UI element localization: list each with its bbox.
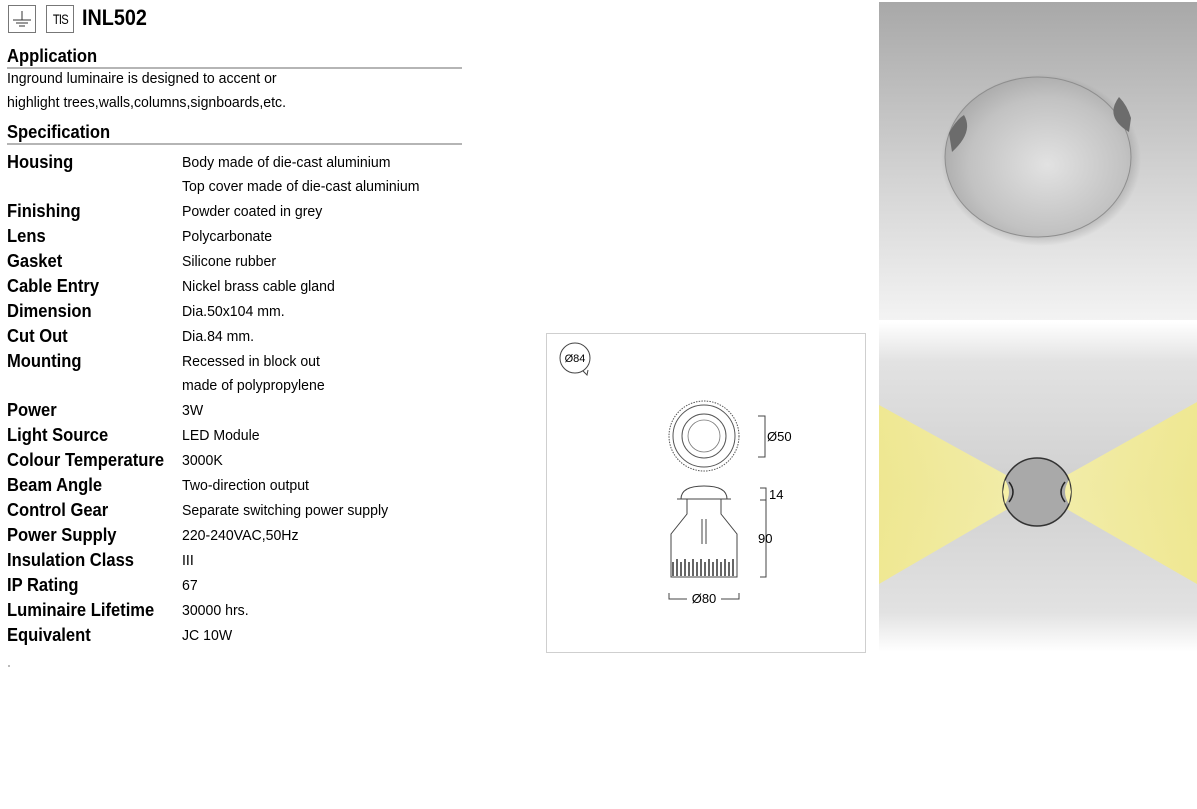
diameter-bottom-label: Ø80 xyxy=(691,591,717,606)
spec-row xyxy=(7,349,477,398)
cutout-symbol xyxy=(560,343,590,375)
spec-label: Gasket xyxy=(7,251,63,271)
spec-value-line: 30000 hrs. xyxy=(182,602,249,619)
application-heading: Application xyxy=(7,45,462,69)
spec-value-line: Polycarbonate xyxy=(182,228,273,245)
height-body-label: 90 xyxy=(758,531,773,546)
spec-value-line: Powder coated in grey xyxy=(182,203,323,220)
product-header xyxy=(8,5,154,33)
spec-row xyxy=(7,523,477,548)
spec-value xyxy=(182,498,401,523)
spec-label: Equivalent xyxy=(7,625,91,645)
ground-symbol-icon xyxy=(8,5,36,33)
spec-label: Colour Temperature xyxy=(7,450,165,470)
spec-value xyxy=(182,473,317,498)
spec-label: Cut Out xyxy=(7,326,68,346)
spec-value xyxy=(182,423,265,448)
spec-value xyxy=(182,199,331,224)
model-number: INL502 xyxy=(82,5,147,30)
spec-value xyxy=(182,573,199,598)
spec-label: Power Supply xyxy=(7,525,117,545)
product-photo xyxy=(879,2,1197,320)
spec-value-line: Dia.50x104 mm. xyxy=(182,303,285,320)
spec-row xyxy=(7,548,477,573)
spec-row xyxy=(7,249,477,274)
spec-value-line: III xyxy=(182,552,194,569)
spec-value xyxy=(182,249,282,274)
spec-value-line: 220-240VAC,50Hz xyxy=(182,527,299,544)
spec-label: Housing xyxy=(7,152,74,172)
spec-value-line: Nickel brass cable gland xyxy=(182,278,335,295)
application-text xyxy=(7,67,467,115)
beam-illustration xyxy=(879,322,1197,652)
spec-row xyxy=(7,573,477,598)
spec-label: Finishing xyxy=(7,201,81,221)
spec-value xyxy=(182,398,205,423)
spec-row xyxy=(7,199,477,224)
spec-label: Dimension xyxy=(7,301,92,321)
spec-value-line: Recessed in block out xyxy=(182,353,320,370)
spec-row xyxy=(7,623,477,648)
spec-row xyxy=(7,473,477,498)
spec-value-line: Silicone rubber xyxy=(182,253,277,270)
spec-value-line: JC 10W xyxy=(182,627,233,644)
application-line: highlight trees,walls,columns,signboards,etc. xyxy=(7,94,287,111)
spec-row xyxy=(7,299,477,324)
spec-label: Mounting xyxy=(7,351,82,371)
spec-row xyxy=(7,498,477,523)
top-view xyxy=(669,401,792,471)
spec-value-line: 3W xyxy=(182,402,204,419)
spec-value xyxy=(182,299,291,324)
spec-label: Power xyxy=(7,400,57,420)
spec-value xyxy=(182,150,435,199)
spec-value xyxy=(182,523,306,548)
specification-heading: Specification xyxy=(7,121,462,145)
spec-value-line: Two-direction output xyxy=(182,477,309,494)
spec-label: Light Source xyxy=(7,425,109,445)
spec-label: Cable Entry xyxy=(7,276,100,296)
spec-row xyxy=(7,150,477,199)
spec-value-line: made of polypropylene xyxy=(182,377,325,394)
tis-mark-text: TIS xyxy=(52,11,68,27)
spec-label: Beam Angle xyxy=(7,475,103,495)
spec-row xyxy=(7,224,477,249)
spec-value-line: 3000K xyxy=(182,452,223,469)
spec-value xyxy=(182,349,334,398)
spec-row xyxy=(7,398,477,423)
spec-label: IP Rating xyxy=(7,575,79,595)
spec-label: Luminaire Lifetime xyxy=(7,600,155,620)
specification-table xyxy=(7,150,477,648)
spec-value-line: Top cover made of die-cast aluminium xyxy=(182,178,420,195)
spec-value xyxy=(182,598,253,623)
spec-value xyxy=(182,448,225,473)
divider-mark xyxy=(8,665,10,667)
spec-row xyxy=(7,324,477,349)
cutout-label: Ø84 xyxy=(564,353,586,365)
spec-label: Insulation Class xyxy=(7,550,135,570)
spec-value-line: Body made of die-cast aluminium xyxy=(182,154,391,171)
tis-mark-icon xyxy=(46,5,74,33)
spec-value-line: 67 xyxy=(182,577,198,594)
spec-label: Control Gear xyxy=(7,500,109,520)
side-view xyxy=(669,486,783,606)
spec-value-line: Separate switching power supply xyxy=(182,502,389,519)
spec-row xyxy=(7,423,477,448)
spec-value xyxy=(182,224,278,249)
spec-row xyxy=(7,448,477,473)
spec-value xyxy=(182,623,235,648)
spec-label: Lens xyxy=(7,226,46,246)
spec-row xyxy=(7,598,477,623)
spec-row xyxy=(7,274,477,299)
height-cap-label: 14 xyxy=(769,487,784,502)
spec-value-line: Dia.84 mm. xyxy=(182,328,255,345)
spec-value xyxy=(182,324,259,349)
technical-drawing xyxy=(546,333,866,653)
application-line: Inground luminaire is designed to accent or xyxy=(7,70,277,87)
diameter-top-label: Ø50 xyxy=(767,429,792,444)
spec-value xyxy=(182,274,345,299)
spec-value-line: LED Module xyxy=(182,427,260,444)
spec-value xyxy=(182,548,195,573)
